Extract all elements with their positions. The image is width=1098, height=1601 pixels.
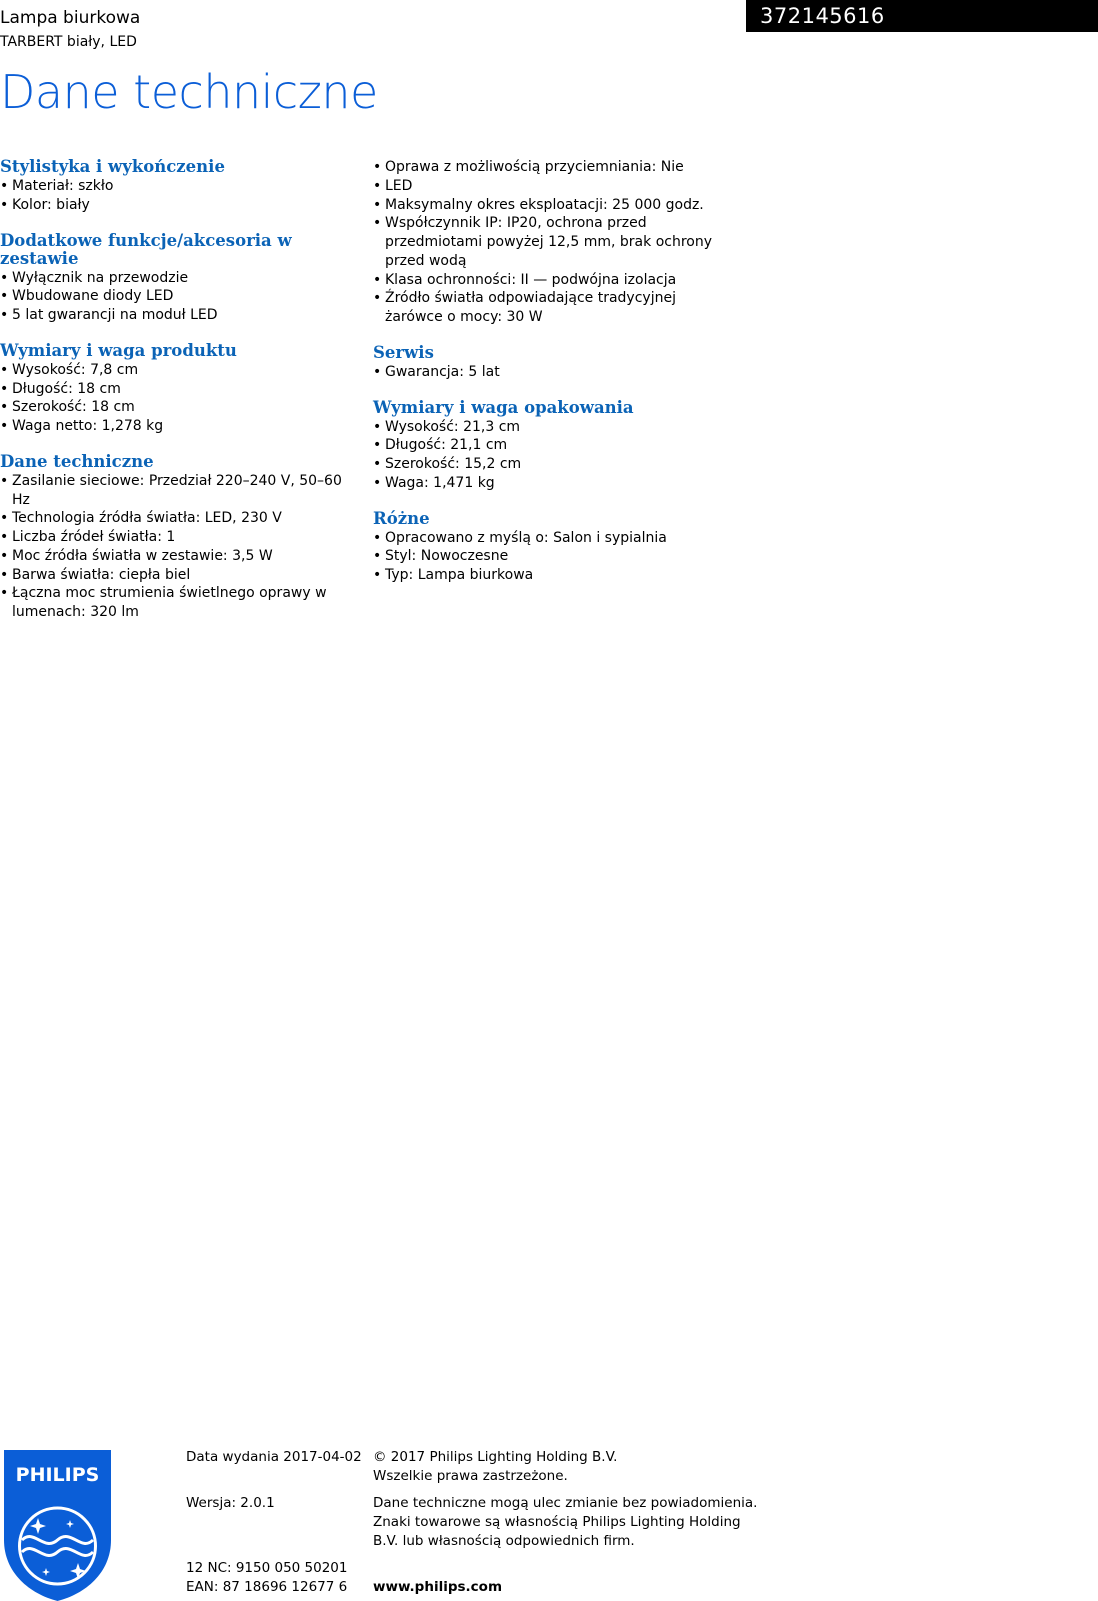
spec-column-left [0,158,360,639]
philips-shield-logo [0,1448,115,1601]
spec-column-right [373,158,733,602]
spec-item: • Liczba źródeł światła: 1 [0,528,360,547]
spec-item: • Typ: Lampa biurkowa [373,566,733,585]
product-name: Lampa biurkowa [0,8,141,28]
product-code-badge [746,0,1098,32]
spec-item: • Szerokość: 15,2 cm [373,455,733,474]
spec-section [0,342,360,436]
spec-item: • Zasilanie sieciowe: Przedział 220–240 V, 50–60 Hz [0,472,360,510]
issue-date: Data wydania 2017-04-02 [186,1449,362,1465]
notice-line-1: Dane techniczne mogą ulec zmianie bez powiadomienia. [373,1495,758,1511]
section-heading: Różne [373,508,430,528]
ean-number: EAN: 87 18696 12677 6 [186,1579,348,1595]
spec-item: • Opracowano z myślą o: Salon i sypialnia [373,529,733,548]
spec-section [0,158,360,215]
page-title: Dane techniczne [0,65,378,119]
spec-item: • Materiał: szkło [0,177,360,196]
spec-section [373,158,733,327]
spec-section [373,510,733,585]
section-heading: Dane techniczne [0,451,154,471]
spec-item: • Współczynnik IP: IP20, ochrona przed przedmiotami powyżej 12,5 mm, brak ochrony przed wodą [373,214,733,270]
copyright-line-1: © 2017 Philips Lighting Holding B.V. [373,1449,618,1465]
logo-text: PHILIPS [15,1464,100,1486]
product-variant: TARBERT biały, LED [0,34,137,50]
product-code: 372145616 [760,4,885,28]
spec-item: • LED [373,177,733,196]
nc-number: 12 NC: 9150 050 50201 [186,1560,348,1576]
spec-item: • Długość: 21,1 cm [373,436,733,455]
section-heading: Stylistyka i wykończenie [0,157,225,176]
spec-section [0,453,360,622]
spec-item: • Moc źródła światła w zestawie: 3,5 W [0,547,360,566]
spec-item: • Technologia źródła światła: LED, 230 V [0,509,360,528]
spec-item: • Styl: Nowoczesne [373,547,733,566]
section-heading: Wymiary i waga produktu [0,340,237,360]
spec-item: • Wysokość: 7,8 cm [0,361,360,380]
spec-item: • Wbudowane diody LED [0,287,360,306]
spec-item: • Maksymalny okres eksploatacji: 25 000 godz. [373,196,733,215]
spec-item: • Łączna moc strumienia świetlnego oprawy w lumenach: 320 lm [0,584,360,622]
spec-section [373,344,733,382]
section-heading: Wymiary i waga opakowania [373,397,634,417]
website-link[interactable]: www.philips.com [373,1579,503,1595]
spec-item: • Kolor: biały [0,196,360,215]
copyright-line-2: Wszelkie prawa zastrzeżone. [373,1468,568,1484]
spec-item: • 5 lat gwarancji na moduł LED [0,306,360,325]
section-heading: Serwis [373,342,434,362]
spec-item: • Długość: 18 cm [0,380,360,399]
spec-item: • Szerokość: 18 cm [0,398,360,417]
spec-item: • Klasa ochronności: II — podwójna izolacja [373,271,733,290]
notice-line-2: Znaki towarowe są własnością Philips Lighting Holding [373,1514,741,1530]
spec-item: • Gwarancja: 5 lat [373,363,733,382]
spec-item: • Wysokość: 21,3 cm [373,418,733,437]
spec-item: • Oprawa z możliwością przyciemniania: Nie [373,158,733,177]
version: Wersja: 2.0.1 [186,1495,275,1511]
spec-section [373,399,733,493]
spec-item: • Źródło światła odpowiadające tradycyjnej żarówce o mocy: 30 W [373,289,733,327]
notice-line-3: B.V. lub własnością odpowiednich firm. [373,1533,635,1549]
spec-section [0,232,360,325]
spec-item: • Waga: 1,471 kg [373,474,733,493]
section-heading: Dodatkowe funkcje/akcesoria w zestawie [0,230,292,268]
spec-item: • Waga netto: 1,278 kg [0,417,360,436]
spec-item: • Wyłącznik na przewodzie [0,269,360,288]
spec-item: • Barwa światła: ciepła biel [0,566,360,585]
